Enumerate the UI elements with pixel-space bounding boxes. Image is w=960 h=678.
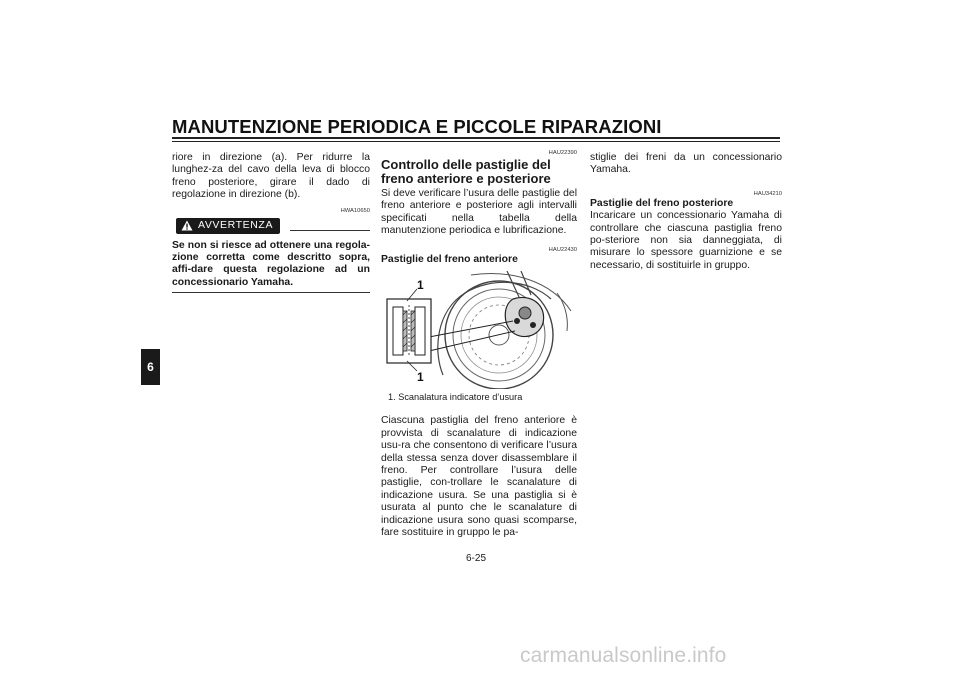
column-middle [381,150,577,540]
brake-figure [381,271,577,389]
warning-label: AVVERTENZA [198,219,274,232]
warning-header [172,218,370,234]
front-pads-paragraph: Ciascuna pastiglia del freno anteriore è provvista di scanalature di indicazione usu-ra che consentono di verificare l’usura della stessa senza dover disassemblare il freno. Per controllare l’usura delle pastiglie, con-trollare le scanalature di indicazione usura. Se una pastiglia si è usurata al punto che le scanalature di indicazione usura sono quasi scomparse, fare sostituire in gruppo le pa- [381,415,577,539]
column-right [590,152,782,272]
column-left [172,152,370,293]
rear-pads-paragraph: Incaricare un concessionario Yamaha di controllare che ciascuna pastiglia freno po-steriore non sia danneggiata, di misurare lo spessore guarnizione e se necessario, di sostituirle in gruppo. [590,210,782,271]
warning-triangle-icon [181,220,193,231]
warning-end-rule [172,292,370,293]
continued-paragraph: stiglie dei freni da un concessionario Yamaha. [590,152,782,176]
figure-caption: 1. Scanalatura indicatore d’usura [388,392,523,403]
callout-1-top: 1 [417,278,424,293]
section-code: HAU22390 [548,150,577,156]
warning-badge [176,218,280,234]
warning-rule [290,230,370,231]
subsection-code-rear: HAU34210 [753,190,782,197]
section-title: Controllo delle pastiglie del freno anteriore e posteriore [381,157,551,186]
warning-code: HWA10650 [340,207,370,214]
header-rule [172,137,780,139]
front-brake-caliper-illustration [381,271,577,389]
page-number: 6-25 [466,553,487,564]
section-paragraph: Si deve verificare l’usura delle pastiglie del freno anteriore e posteriore agli intervalli specificati nella tabella della manutenzione periodica e lubrificazione. [381,188,577,237]
callout-1-bottom: 1 [417,370,424,385]
subsection-title-front: Pastiglie del freno anteriore [381,253,518,265]
subsection-code: HAU22430 [548,246,577,253]
page-title: MANUTENZIONE PERIODICA E PICCOLE RIPARAZIONI [172,116,662,137]
warning-text: Se non si riesce ad ottenere una regola-zione corretta come descritto sopra, affi-dare questa regolazione ad un concessionario Yamaha. [172,239,370,288]
chapter-tab[interactable]: 6 [141,349,160,385]
watermark: carmanualsonline.info [520,644,727,667]
header-rule-thin [172,141,780,142]
intro-paragraph: riore in direzione (a). Per ridurre la lunghez-za del cavo della leva di blocco freno posteriore, girare il dado di regolazione in direzione (b). [172,152,370,201]
subsection-title-rear: Pastiglie del freno posteriore [590,197,734,209]
